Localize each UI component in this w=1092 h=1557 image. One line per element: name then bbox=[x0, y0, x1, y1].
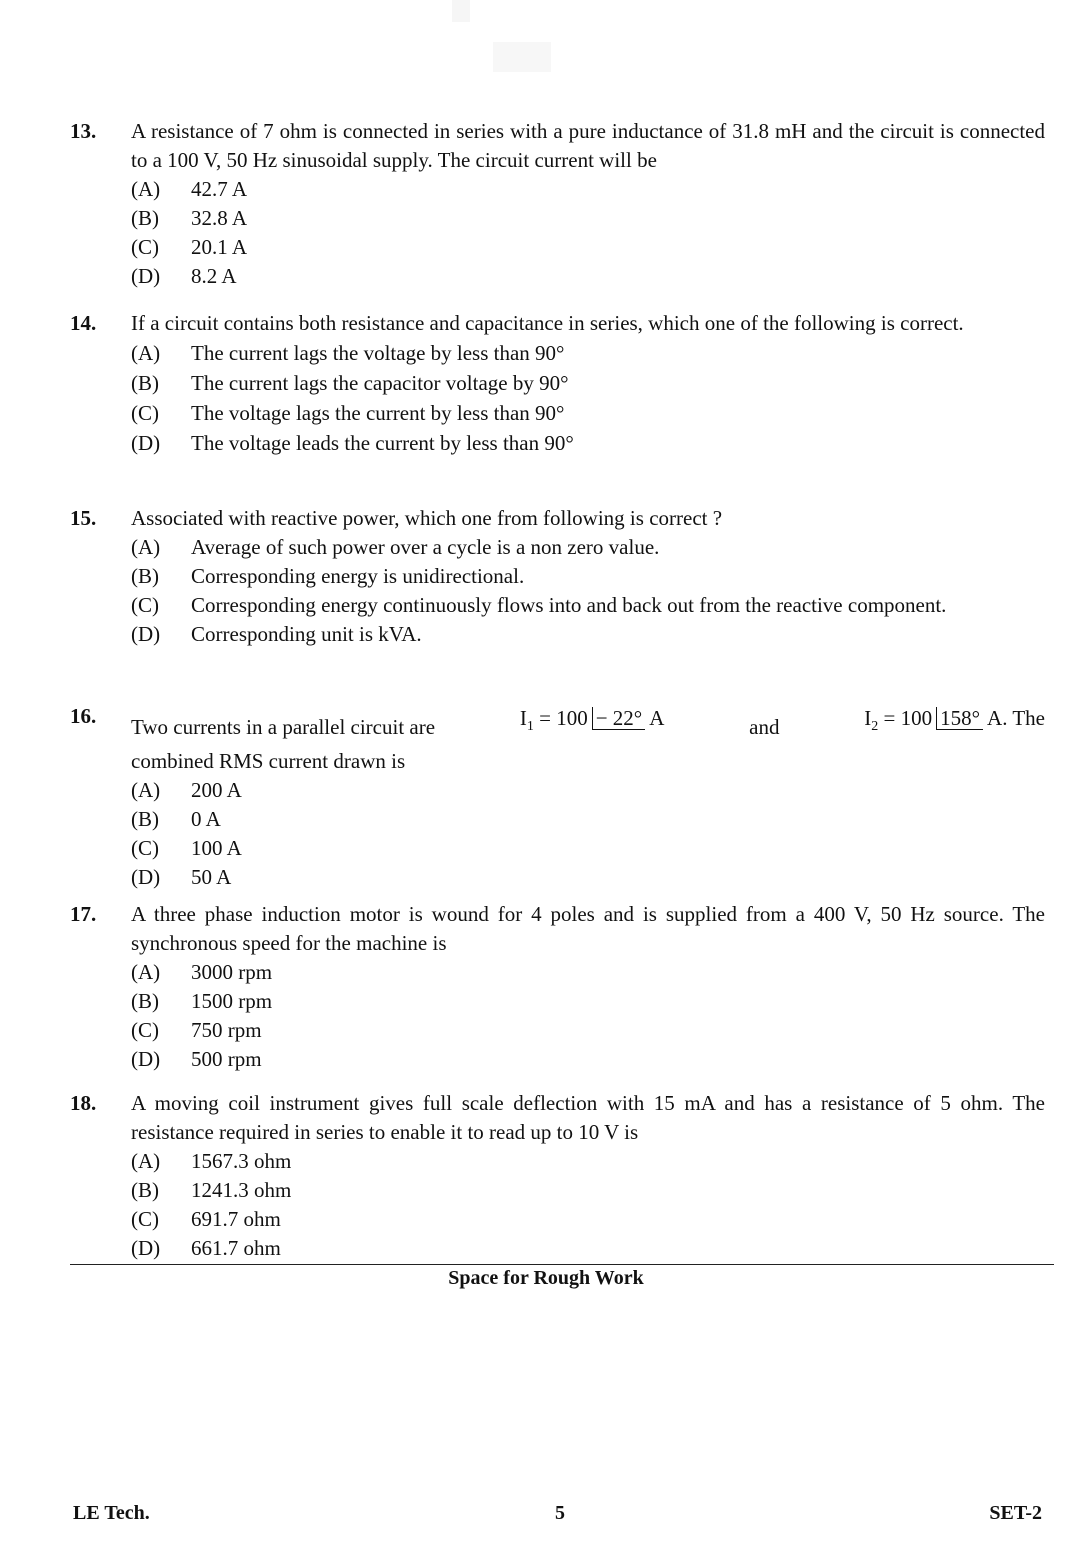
question-number: 13. bbox=[70, 119, 97, 143]
question-number: 15. bbox=[70, 506, 97, 530]
option-c: (C) Corresponding energy continuously flows into and back out from the reactive component. bbox=[131, 593, 947, 617]
option-a: (A) 3000 rpm bbox=[131, 960, 273, 984]
option-a: (A) 42.7 A bbox=[131, 177, 248, 201]
question-15 bbox=[70, 504, 1045, 649]
option-a: (A) 1567.3 ohm bbox=[131, 1149, 292, 1173]
rough-work-heading: Space for Rough Work bbox=[448, 1267, 644, 1289]
options-list bbox=[131, 338, 1045, 458]
phasor-angle-i1: − 22° bbox=[592, 707, 646, 730]
footer-set: SET-2 bbox=[989, 1502, 1042, 1524]
question-16 bbox=[70, 702, 1045, 892]
option-c: (C) The voltage lags the current by less than 90° bbox=[131, 401, 565, 425]
question-18 bbox=[70, 1089, 1045, 1263]
option-a: (A) Average of such power over a cycle is a non zero value. bbox=[131, 535, 660, 559]
phasor-angle-i2: 158° bbox=[936, 707, 983, 730]
question-14 bbox=[70, 308, 1045, 458]
question-number: 16. bbox=[70, 704, 97, 728]
question-text: A resistance of 7 ohm is connected in series with a pure inductance of 31.8 mH and the circuit is connected to a 100 V, 50 Hz sinusoidal supply. The circuit current will be bbox=[131, 119, 1045, 172]
question-text: Associated with reactive power, which one from following is correct ? bbox=[131, 506, 723, 530]
question-text: A three phase induction motor is wound for 4 poles and is supplied from a 400 V, 50 Hz source. The synchronous speed for the machine is bbox=[131, 902, 1045, 955]
option-d: (D) 661.7 ohm bbox=[131, 1236, 281, 1260]
option-d: (D) The voltage leads the current by less than 90° bbox=[131, 431, 574, 455]
question-number: 18. bbox=[70, 1091, 97, 1115]
footer-course: LE Tech. bbox=[73, 1502, 150, 1524]
option-c: (C) 100 A bbox=[131, 836, 242, 861]
option-a: (A) The current lags the voltage by less than 90° bbox=[131, 341, 565, 365]
option-a: (A) 200 A bbox=[131, 778, 242, 803]
question-text: A moving coil instrument gives full scale deflection with 15 mA and has a resistance of 5 ohm. The resistance required in series to enable it to read up to 10 V is bbox=[131, 1091, 1045, 1144]
question-13 bbox=[70, 117, 1045, 291]
option-b: (B) 0 A bbox=[131, 807, 221, 832]
options-list bbox=[131, 776, 1045, 892]
option-d: (D) 50 A bbox=[131, 865, 232, 890]
option-b: (B) 32.8 A bbox=[131, 206, 248, 230]
current-i2: $I_2 = 100$ 158° A. The bbox=[864, 706, 1045, 735]
option-c: (C) 691.7 ohm bbox=[131, 1207, 281, 1231]
option-d: (D) 8.2 A bbox=[131, 264, 237, 288]
option-b: (B) 1241.3 ohm bbox=[131, 1178, 292, 1202]
question-number: 17. bbox=[70, 902, 97, 926]
question-text-continued: combined RMS current drawn is bbox=[131, 749, 406, 774]
question-text: Two currents in a parallel circuit are $I_1 = 100 - 22^\circ$ A and $I_2 = 100$ 158° A. The bbox=[131, 702, 1045, 743]
scan-artifact bbox=[452, 0, 470, 22]
options-list bbox=[131, 175, 1045, 291]
question-text: If a circuit contains both resistance and capacitance in series, which one of the following is correct. bbox=[131, 311, 964, 335]
option-d: (D) Corresponding unit is kVA. bbox=[131, 622, 422, 646]
option-b: (B) Corresponding energy is unidirectional. bbox=[131, 564, 525, 588]
option-c: (C) 750 rpm bbox=[131, 1018, 262, 1042]
option-d: (D) 500 rpm bbox=[131, 1047, 262, 1071]
option-b: (B) The current lags the capacitor voltage by 90° bbox=[131, 371, 569, 395]
option-c: (C) 20.1 A bbox=[131, 235, 248, 259]
option-b: (B) 1500 rpm bbox=[131, 989, 273, 1013]
options-list bbox=[131, 1147, 1045, 1263]
question-17 bbox=[70, 900, 1045, 1074]
scan-artifact bbox=[493, 42, 551, 72]
divider-line bbox=[70, 1264, 1054, 1265]
options-list bbox=[131, 958, 1045, 1074]
footer-page-number: 5 bbox=[555, 1502, 565, 1524]
question-number: 14. bbox=[70, 311, 97, 335]
options-list bbox=[131, 533, 1045, 649]
current-i1: $I_1 = 100 - 22^\circ$ A bbox=[519, 706, 665, 735]
